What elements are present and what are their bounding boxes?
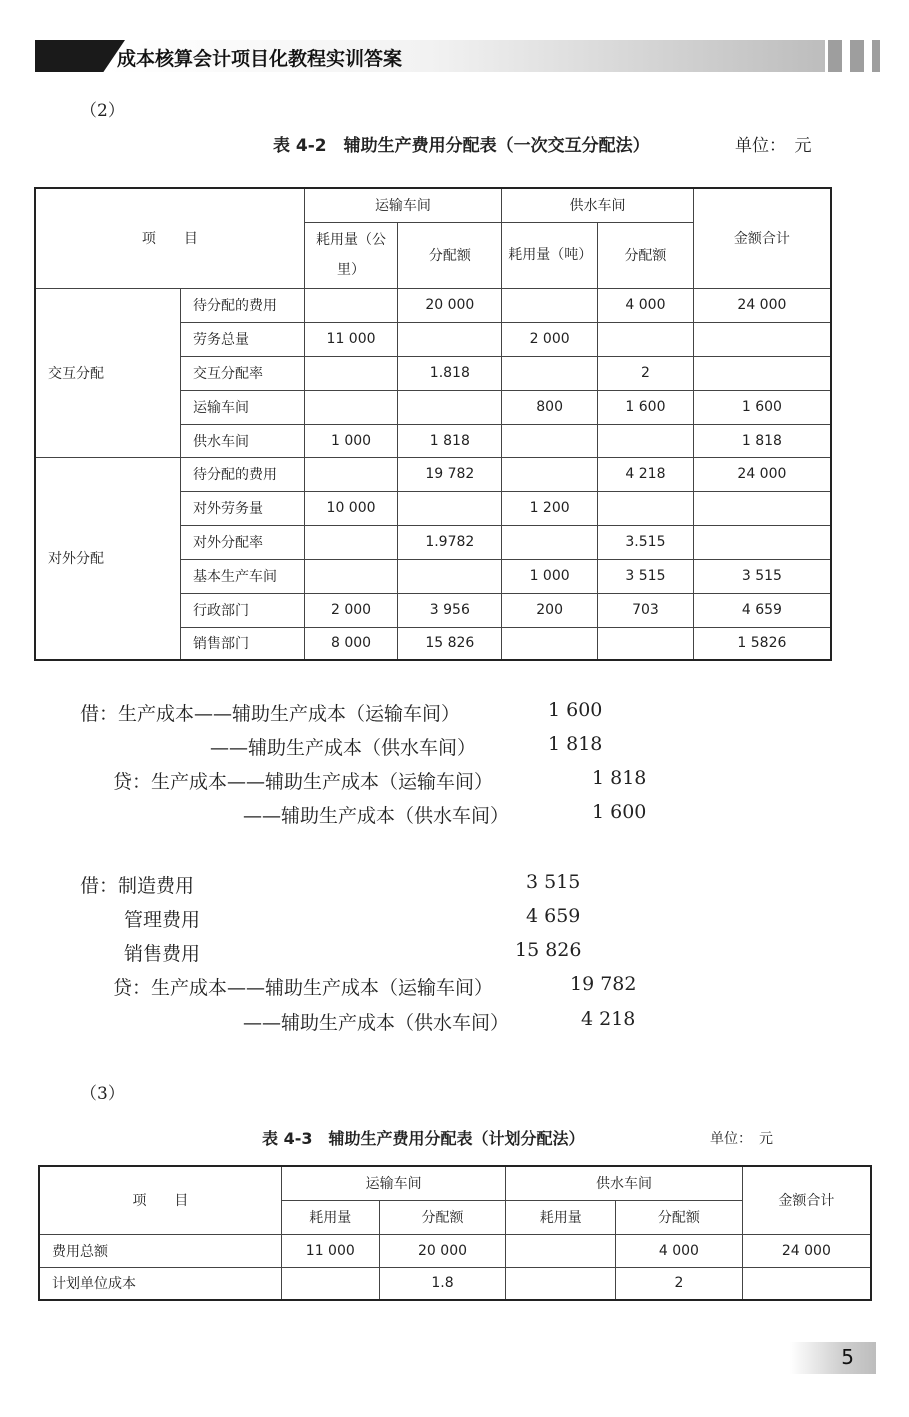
table-4-3-caption: 表 4-3 辅助生产费用分配表（计划分配法）: [262, 1129, 585, 1148]
cell: [502, 525, 598, 559]
cell: 3.515: [598, 525, 694, 559]
header-alloc: 分配额: [616, 1200, 743, 1234]
cell: 2 000: [502, 322, 598, 356]
table-4-2-caption: 表 4-2 辅助生产费用分配表（一次交互分配法）: [273, 136, 650, 156]
header-water: 供水车间: [502, 188, 694, 222]
cell: [502, 627, 598, 660]
header-usage-km: 耗用量（公里）: [304, 222, 398, 288]
header-water: 供水车间: [506, 1166, 742, 1200]
cell: 24 000: [693, 457, 831, 491]
row-label: 对外劳务量: [181, 491, 305, 525]
table-row: [35, 288, 831, 322]
cell: 3 956: [398, 593, 502, 627]
cell: 20 000: [398, 288, 502, 322]
row-label: 交互分配率: [181, 356, 305, 390]
header-item: 项 目: [35, 188, 304, 288]
cell: 3 515: [598, 559, 694, 593]
cell: [506, 1267, 616, 1300]
header-alloc: 分配额: [379, 1200, 506, 1234]
entry-3-amount: 1 818: [592, 767, 647, 789]
entry-1: 借：生产成本——辅助生产成本（运输车间）: [80, 703, 461, 725]
cell: [598, 627, 694, 660]
cell: 10 000: [304, 491, 398, 525]
cell: [281, 1267, 379, 1300]
cell: [742, 1267, 871, 1300]
cell: [304, 457, 398, 491]
header-alloc: 分配额: [398, 222, 502, 288]
cell: 1.9782: [398, 525, 502, 559]
header-alloc: 分配额: [598, 222, 694, 288]
entry-4-amount: 1 600: [592, 801, 647, 823]
header-usage: 耗用量: [281, 1200, 379, 1234]
cell: [304, 288, 398, 322]
row-label: 行政部门: [181, 593, 305, 627]
section-3-label: （3）: [80, 1084, 125, 1104]
cell: [693, 491, 831, 525]
cell: 1 5826: [693, 627, 831, 660]
page-number: 5: [841, 1345, 854, 1369]
header-transport: 运输车间: [304, 188, 502, 222]
entry-6: 管理费用: [124, 909, 201, 931]
group-label-interactive: 交互分配: [35, 288, 181, 457]
cell: 1 000: [304, 424, 398, 457]
cell: [398, 322, 502, 356]
cell: [304, 356, 398, 390]
entry-1-amount: 1 600: [548, 699, 603, 721]
entry-7: 销售费用: [124, 943, 201, 965]
entry-9-amount: 4 218: [581, 1008, 636, 1030]
cell: 11 000: [304, 322, 398, 356]
section-2-label: （2）: [80, 101, 125, 121]
entry-3: 贷：生产成本——辅助生产成本（运输车间）: [113, 771, 494, 793]
cell: 1.8: [379, 1267, 506, 1300]
row-label: 供水车间: [181, 424, 305, 457]
entry-9: ——辅助生产成本（供水车间）: [243, 1012, 510, 1034]
cell: 1 818: [693, 424, 831, 457]
cell: [693, 322, 831, 356]
cell: [502, 424, 598, 457]
cell: [398, 559, 502, 593]
entry-8-amount: 19 782: [570, 973, 637, 995]
table-4-2-unit: 单位： 元: [735, 136, 812, 156]
row-label: 运输车间: [181, 390, 305, 424]
cell: [506, 1234, 616, 1267]
entry-5: 借：制造费用: [80, 875, 195, 897]
cell: 4 000: [598, 288, 694, 322]
cell: 1.818: [398, 356, 502, 390]
entry-2-amount: 1 818: [548, 733, 603, 755]
entry-5-amount: 3 515: [526, 871, 581, 893]
row-label: 劳务总量: [181, 322, 305, 356]
cell: [598, 322, 694, 356]
cell: 15 826: [398, 627, 502, 660]
row-label: 待分配的费用: [181, 457, 305, 491]
header-transport: 运输车间: [281, 1166, 505, 1200]
cell: [693, 356, 831, 390]
cell: 800: [502, 390, 598, 424]
row-label: 待分配的费用: [181, 288, 305, 322]
cell: [304, 559, 398, 593]
cell: [598, 424, 694, 457]
cell: 4 659: [693, 593, 831, 627]
cell: 2 000: [304, 593, 398, 627]
cell: 3 515: [693, 559, 831, 593]
cell: [304, 390, 398, 424]
header-total: 金额合计: [742, 1166, 871, 1234]
cell: 1 600: [693, 390, 831, 424]
table-row: [35, 457, 831, 491]
cell: [304, 525, 398, 559]
cell: 200: [502, 593, 598, 627]
header-usage-ton: 耗用量（吨）: [502, 222, 598, 288]
cell: 11 000: [281, 1234, 379, 1267]
cell: 1 200: [502, 491, 598, 525]
header-item: 项 目: [39, 1166, 281, 1234]
row-label: 费用总额: [39, 1234, 281, 1267]
row-label: 销售部门: [181, 627, 305, 660]
entry-6-amount: 4 659: [526, 905, 581, 927]
cell: 24 000: [693, 288, 831, 322]
header-usage: 耗用量: [506, 1200, 616, 1234]
cell: [398, 491, 502, 525]
cell: 2: [598, 356, 694, 390]
cell: 703: [598, 593, 694, 627]
entry-7-amount: 15 826: [515, 939, 582, 961]
cell: 2: [616, 1267, 743, 1300]
cell: [502, 457, 598, 491]
page-number-box: [790, 1342, 876, 1374]
entry-2: ——辅助生产成本（供水车间）: [210, 737, 477, 759]
cell: 1 600: [598, 390, 694, 424]
table-4-3-unit: 单位： 元: [710, 1131, 773, 1147]
cell: 8 000: [304, 627, 398, 660]
header-title: 成本核算会计项目化教程实训答案: [117, 48, 403, 70]
table-row: [39, 1267, 871, 1300]
header-total: 金额合计: [693, 188, 831, 288]
table-4-2: [34, 187, 832, 661]
row-label: 计划单位成本: [39, 1267, 281, 1300]
cell: 1 000: [502, 559, 598, 593]
cell: 24 000: [742, 1234, 871, 1267]
row-label: 对外分配率: [181, 525, 305, 559]
cell: 4 218: [598, 457, 694, 491]
cell: [502, 288, 598, 322]
cell: [598, 491, 694, 525]
entry-8: 贷：生产成本——辅助生产成本（运输车间）: [113, 977, 494, 999]
cell: [502, 356, 598, 390]
cell: 19 782: [398, 457, 502, 491]
table-4-3: [38, 1165, 872, 1301]
cell: 4 000: [616, 1234, 743, 1267]
cell: 20 000: [379, 1234, 506, 1267]
cell: [398, 390, 502, 424]
entry-4: ——辅助生产成本（供水车间）: [243, 805, 510, 827]
table-row: [39, 1234, 871, 1267]
cell: 1 818: [398, 424, 502, 457]
group-label-external: 对外分配: [35, 457, 181, 660]
row-label: 基本生产车间: [181, 559, 305, 593]
cell: [693, 525, 831, 559]
